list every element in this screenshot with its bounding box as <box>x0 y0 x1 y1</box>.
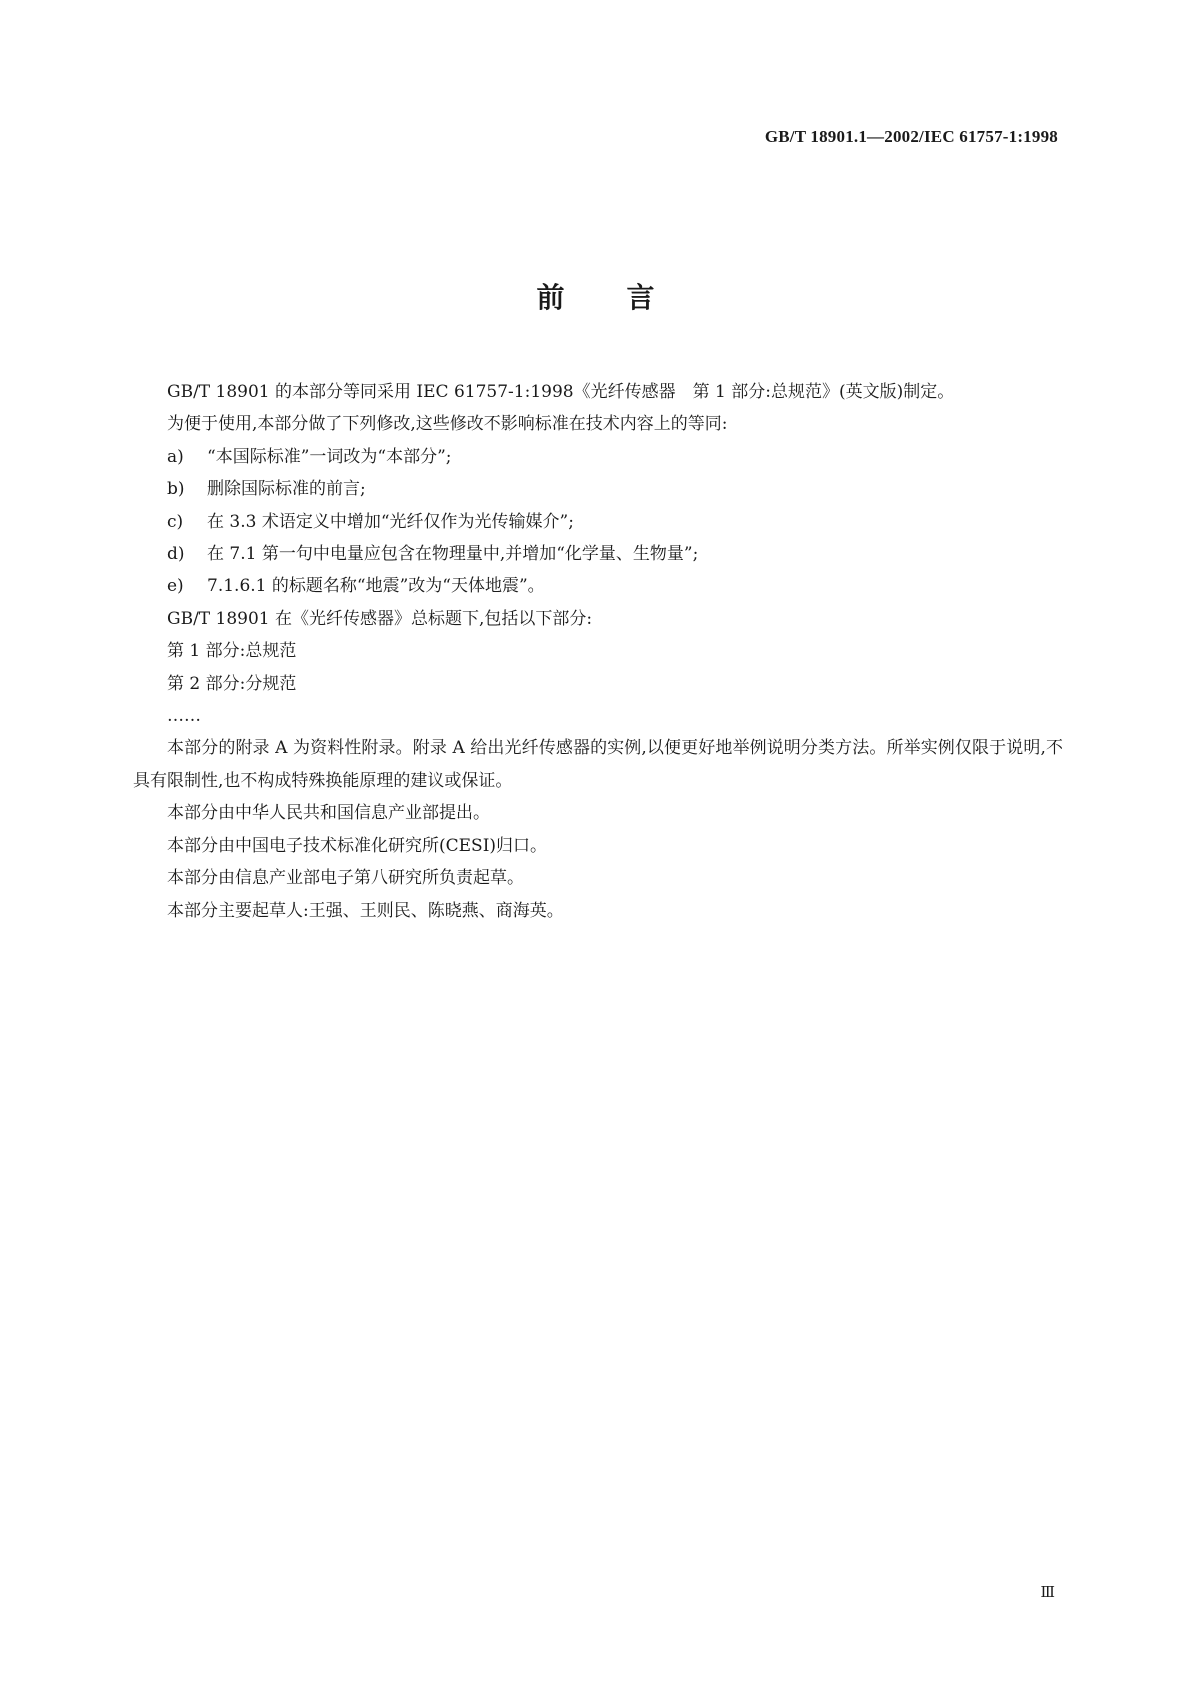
list-item <box>133 570 1063 602</box>
list-text: 在 3.3 术语定义中增加“光纤仅作为光传输媒介”; <box>207 511 574 532</box>
standard-code: GB/T 18901.1—2002/IEC 61757-1:1998 <box>764 127 1058 146</box>
paragraph-drafting-org: 本部分由信息产业部电子第八研究所负责起草。 <box>167 868 524 889</box>
paragraph-drafters: 本部分主要起草人:王强、王则民、陈晓燕、商海英。 <box>167 900 564 921</box>
list-mark: c) <box>167 511 184 532</box>
page-title: 前言 <box>536 281 717 314</box>
page-number: Ⅲ <box>1040 1585 1055 1601</box>
list-mark: b) <box>167 479 185 500</box>
paragraph-modifications: 为便于使用,本部分做了下列修改,这些修改不影响标准在技术内容上的等同: <box>167 414 728 435</box>
list-text: “本国际标准”一词改为“本部分”; <box>207 446 452 467</box>
paragraph-annex: 本部分的附录 A 为资料性附录。附录 A 给出光纤传感器的实例,以便更好地举例说明分类方法。所举实例仅限于说明,不具有限制性,也不构成特殊换能原理的建议或保证。 <box>133 738 1063 791</box>
ellipsis-line: …… <box>167 706 201 727</box>
paragraph-parts-intro: GB/T 18901 在《光纤传感器》总标题下,包括以下部分: <box>167 608 593 629</box>
list-item <box>133 538 1063 570</box>
part-1-line: 第 1 部分:总规范 <box>167 641 297 662</box>
list-item <box>133 506 1063 538</box>
list-text: 删除国际标准的前言; <box>207 479 366 500</box>
list-mark: e) <box>167 576 184 597</box>
part-2-line: 第 2 部分:分规范 <box>167 673 297 694</box>
foreword-body <box>133 376 1063 927</box>
list-mark: a) <box>167 446 184 467</box>
list-mark: d) <box>167 544 185 565</box>
paragraph-proposer: 本部分由中华人民共和国信息产业部提出。 <box>167 803 490 824</box>
list-text: 在 7.1 第一句中电量应包含在物理量中,并增加“化学量、生物量”; <box>207 544 699 565</box>
list-item <box>133 473 1063 505</box>
list-text: 7.1.6.1 的标题名称“地震”改为“天体地震”。 <box>207 576 545 597</box>
paragraph-adoption: GB/T 18901 的本部分等同采用 IEC 61757-1:1998《光纤传感器 第 1 部分:总规范》(英文版)制定。 <box>167 382 955 402</box>
list-item <box>133 441 1063 473</box>
paragraph-centralized: 本部分由中国电子技术标准化研究所(CESI)归口。 <box>167 835 548 856</box>
